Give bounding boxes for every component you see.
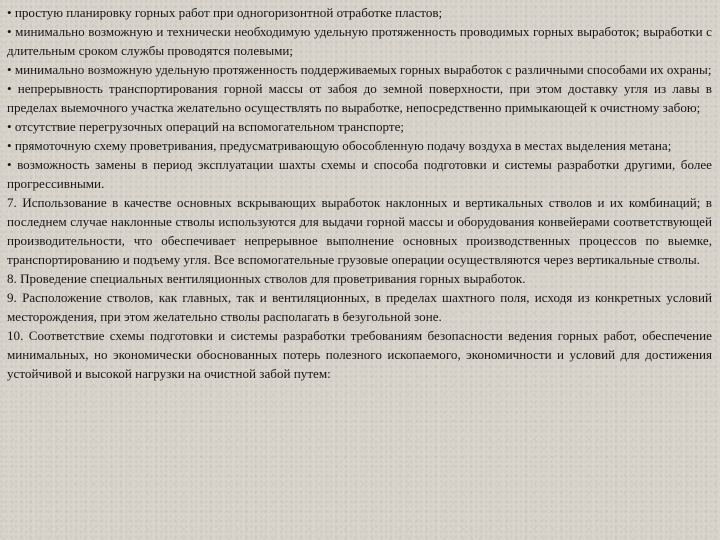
bullet-min-supported-length: • минимально возможную удельную протяженность поддерживаемых горных выработок с различными способами их охраны; [7, 62, 712, 77]
item-7-shafts-usage: 7. Использование в качестве основных вскрывающих выработок наклонных и вертикальных стволов и их комбинаций; в последнем случае наклонные стволы используются для выдачи горной массы и оборудования конвейерами соответствующей производительности, что обеспечивает непрерывное выполнение основных производственных процессов по выемке, транспортированию и подъему угля. Все вспомогательные грузовые операции осуществляются через вертикальные стволы. [7, 195, 712, 267]
bullet-simple-planning: • простую планировку горных работ при одногоризонтной отработке пластов; [7, 5, 443, 20]
bullet-no-transfer-operations: • отсутствие перегрузочных операций на вспомогательном транспорте; [7, 119, 405, 134]
bullet-continuous-transport: • непрерывность транспортирования горной массы от забоя до земной поверхности, при этом доставку угля из лавы в пределах выемочного участка желательно осуществлять по выработке, непосредственно примыкающей к очистному забою; [7, 81, 712, 115]
item-9-shaft-location: 9. Расположение стволов, как главных, так и вентиляционных, в пределах шахтного поля, исходя из конкретных условий месторождения, при этом желательно стволы располагать в безугольной зоне. [7, 290, 712, 324]
bullet-direct-ventilation: • прямоточную схему проветривания, предусматривающую обособленную подачу воздуха в местах выделения метана; [7, 138, 672, 153]
item-8-ventilation-shafts: 8. Проведение специальных вентиляционных стволов для проветривания горных выработок. [7, 271, 526, 286]
text-block [7, 3, 712, 383]
bullet-min-length-workings: • минимально возможную и технически необходимую удельную протяженность проводимых горных выработок; выработки с длительным сроком службы проводятся полевыми; [7, 24, 712, 58]
item-10-safety-compliance: 10. Соответствие схемы подготовки и системы разработки требованиям безопасности ведения горных работ, обеспечение минимальных, но экономически обоснованных потерь полезного ископаемого, экономичности и условий для достижения устойчивой и высокой нагрузки на очистной забой путем: [7, 328, 712, 381]
bullet-replacement-possibility: • возможность замены в период эксплуатации шахты схемы и способа подготовки и системы разработки другими, более прогрессивными. [7, 157, 712, 191]
